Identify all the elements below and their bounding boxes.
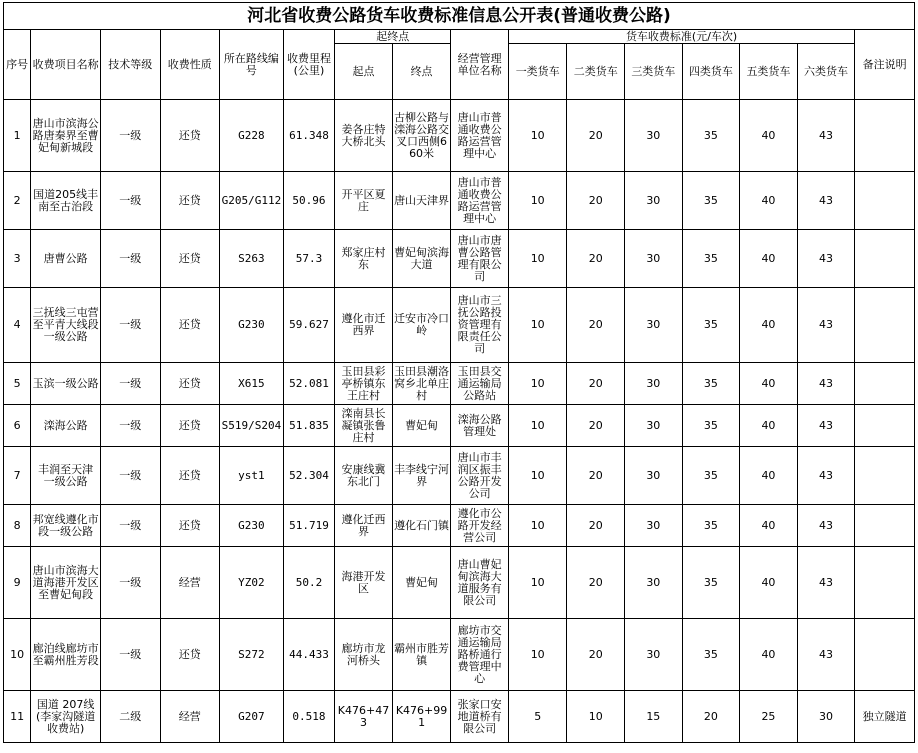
route-code-cell[interactable]: G228 xyxy=(220,100,284,172)
tech-level-cell[interactable]: 一级 xyxy=(100,230,160,288)
fee-class-3-cell[interactable]: 30 xyxy=(625,100,683,172)
project-cell[interactable]: 唐山市滨海公路唐秦界至曹妃甸新城段 xyxy=(31,100,101,172)
fee-class-3-cell[interactable]: 30 xyxy=(625,363,683,405)
end-cell[interactable]: 丰李线宁河界 xyxy=(392,447,451,505)
mileage-cell[interactable]: 44.433 xyxy=(283,619,335,691)
nature-cell[interactable]: 经营 xyxy=(160,691,220,743)
fee-class-3-cell[interactable]: 30 xyxy=(625,619,683,691)
remark-cell[interactable] xyxy=(855,363,915,405)
table-row xyxy=(4,363,915,405)
start-cell[interactable]: 玉田县彩亭桥镇东王庄村 xyxy=(335,363,393,405)
fee-class-1-cell[interactable]: 10 xyxy=(508,405,567,447)
fee-class-6-cell[interactable]: 43 xyxy=(797,619,855,691)
fee-class-5-cell[interactable]: 40 xyxy=(740,230,798,288)
end-cell[interactable]: 古柳公路与滦海公路交叉口西侧660米 xyxy=(392,100,451,172)
mileage-cell[interactable]: 52.304 xyxy=(283,447,335,505)
route-code-cell[interactable]: G230 xyxy=(220,505,284,547)
nature-cell[interactable]: 还贷 xyxy=(160,505,220,547)
end-cell[interactable]: K476+991 xyxy=(392,691,451,743)
fee-class-1-cell[interactable]: 10 xyxy=(508,447,567,505)
fee-class-6-cell[interactable]: 43 xyxy=(797,405,855,447)
fee-class-5-cell[interactable]: 40 xyxy=(740,547,798,619)
fee-class-1-cell[interactable]: 10 xyxy=(508,619,567,691)
nature-cell[interactable]: 还贷 xyxy=(160,230,220,288)
start-cell[interactable]: 海港开发区 xyxy=(335,547,393,619)
fee-class-2-cell[interactable]: 20 xyxy=(567,100,625,172)
fee-class-4-cell[interactable]: 35 xyxy=(682,619,740,691)
header-nature: 收费性质 xyxy=(160,30,220,100)
seq-cell[interactable]: 6 xyxy=(4,405,31,447)
table-row xyxy=(4,405,915,447)
fee-class-3-cell[interactable]: 15 xyxy=(625,691,683,743)
operator-cell[interactable]: 张家口安地道桥有限公司 xyxy=(451,691,509,743)
end-cell[interactable]: 遵化石门镇 xyxy=(392,505,451,547)
header-remark: 备注说明 xyxy=(855,30,915,100)
fee-class-4-cell[interactable]: 35 xyxy=(682,230,740,288)
mileage-cell[interactable]: 50.96 xyxy=(283,172,335,230)
table-row xyxy=(4,619,915,691)
fee-class-5-cell[interactable]: 40 xyxy=(740,100,798,172)
project-cell[interactable]: 三抚线三屯营至平青大线段一级公路 xyxy=(31,288,101,363)
start-cell[interactable]: 遵化迁西界 xyxy=(335,505,393,547)
mileage-cell[interactable]: 50.2 xyxy=(283,547,335,619)
operator-cell[interactable]: 廊坊市交通运输局路桥通行费管理中心 xyxy=(451,619,509,691)
header-fee-class-5: 五类货车 xyxy=(740,44,798,100)
fee-class-3-cell[interactable]: 30 xyxy=(625,288,683,363)
fee-class-4-cell[interactable]: 35 xyxy=(682,288,740,363)
project-cell[interactable]: 唐山市滨海大道海港开发区至曹妃甸段 xyxy=(31,547,101,619)
seq-cell[interactable]: 2 xyxy=(4,172,31,230)
tech-level-cell[interactable]: 一级 xyxy=(100,363,160,405)
remark-cell[interactable] xyxy=(855,505,915,547)
table-row xyxy=(4,691,915,743)
header-start: 起点 xyxy=(335,44,393,100)
fee-class-4-cell[interactable]: 35 xyxy=(682,547,740,619)
end-cell[interactable]: 霸州市胜芳镇 xyxy=(392,619,451,691)
start-cell[interactable]: 遵化市迁西界 xyxy=(335,288,393,363)
route-code-cell[interactable]: X615 xyxy=(220,363,284,405)
end-cell[interactable]: 曹妃甸 xyxy=(392,547,451,619)
project-cell[interactable]: 玉滨一级公路 xyxy=(31,363,101,405)
seq-cell[interactable]: 11 xyxy=(4,691,31,743)
header-route-code: 所在路线编号 xyxy=(220,30,284,100)
header-tech-level: 技术等级 xyxy=(100,30,160,100)
fee-class-5-cell[interactable]: 40 xyxy=(740,405,798,447)
fee-class-6-cell[interactable]: 43 xyxy=(797,100,855,172)
header-endpoints: 起终点 xyxy=(335,30,451,44)
nature-cell[interactable]: 还贷 xyxy=(160,447,220,505)
fee-class-5-cell[interactable]: 40 xyxy=(740,288,798,363)
route-code-cell[interactable]: S519/S204 xyxy=(220,405,284,447)
fee-class-1-cell[interactable]: 10 xyxy=(508,100,567,172)
tech-level-cell[interactable]: 一级 xyxy=(100,447,160,505)
seq-cell[interactable]: 10 xyxy=(4,619,31,691)
fee-class-6-cell[interactable]: 43 xyxy=(797,172,855,230)
tech-level-cell[interactable]: 一级 xyxy=(100,288,160,363)
nature-cell[interactable]: 还贷 xyxy=(160,405,220,447)
nature-cell[interactable]: 还贷 xyxy=(160,172,220,230)
start-cell[interactable]: 开平区夏庄 xyxy=(335,172,393,230)
route-code-cell[interactable]: G205/G112 xyxy=(220,172,284,230)
nature-cell[interactable]: 还贷 xyxy=(160,288,220,363)
operator-cell[interactable]: 唐山市三抚公路投资管理有限责任公司 xyxy=(451,288,509,363)
fee-class-1-cell[interactable]: 10 xyxy=(508,172,567,230)
header-fee-class-6: 六类货车 xyxy=(797,44,855,100)
fee-class-1-cell[interactable]: 10 xyxy=(508,547,567,619)
operator-cell[interactable]: 唐山市丰润区振丰公路开发公司 xyxy=(451,447,509,505)
fee-class-6-cell[interactable]: 43 xyxy=(797,505,855,547)
project-cell[interactable]: 国道205线丰南至古治段 xyxy=(31,172,101,230)
remark-cell[interactable] xyxy=(855,230,915,288)
header-end: 终点 xyxy=(392,44,451,100)
fee-class-5-cell[interactable]: 40 xyxy=(740,172,798,230)
fee-class-6-cell[interactable]: 30 xyxy=(797,691,855,743)
header-fee-class-4: 四类货车 xyxy=(682,44,740,100)
seq-cell[interactable]: 8 xyxy=(4,505,31,547)
fee-class-4-cell[interactable]: 35 xyxy=(682,100,740,172)
fee-class-1-cell[interactable]: 5 xyxy=(508,691,567,743)
nature-cell[interactable]: 还贷 xyxy=(160,100,220,172)
fee-class-4-cell[interactable]: 35 xyxy=(682,405,740,447)
fee-class-3-cell[interactable]: 30 xyxy=(625,547,683,619)
fee-class-6-cell[interactable]: 43 xyxy=(797,363,855,405)
fee-class-3-cell[interactable]: 30 xyxy=(625,172,683,230)
fee-class-2-cell[interactable]: 20 xyxy=(567,619,625,691)
fee-class-2-cell[interactable]: 20 xyxy=(567,447,625,505)
fee-class-4-cell[interactable]: 35 xyxy=(682,172,740,230)
seq-cell[interactable]: 9 xyxy=(4,547,31,619)
fee-class-6-cell[interactable]: 43 xyxy=(797,547,855,619)
project-cell[interactable]: 丰润至天津 一级公路 xyxy=(31,447,101,505)
fee-class-4-cell[interactable]: 35 xyxy=(682,447,740,505)
fee-class-2-cell[interactable]: 20 xyxy=(567,505,625,547)
remark-cell[interactable] xyxy=(855,547,915,619)
table-row xyxy=(4,100,915,172)
seq-cell[interactable]: 7 xyxy=(4,447,31,505)
end-cell[interactable]: 曹妃甸 xyxy=(392,405,451,447)
seq-cell[interactable]: 1 xyxy=(4,100,31,172)
fee-class-2-cell[interactable]: 20 xyxy=(567,405,625,447)
remark-cell[interactable] xyxy=(855,288,915,363)
start-cell[interactable]: 安康线冀东北门 xyxy=(335,447,393,505)
start-cell[interactable]: K476+473 xyxy=(335,691,393,743)
fee-class-1-cell[interactable]: 10 xyxy=(508,230,567,288)
operator-cell[interactable]: 唐山市普通收费公路运营管理中心 xyxy=(451,100,509,172)
toll-table xyxy=(3,2,915,743)
nature-cell[interactable]: 还贷 xyxy=(160,363,220,405)
route-code-cell[interactable]: S263 xyxy=(220,230,284,288)
header-fee-group: 货车收费标准(元/车次) xyxy=(508,30,854,44)
seq-cell[interactable]: 5 xyxy=(4,363,31,405)
route-code-cell[interactable]: G207 xyxy=(220,691,284,743)
remark-cell[interactable] xyxy=(855,447,915,505)
end-cell[interactable]: 唐山天津界 xyxy=(392,172,451,230)
start-cell[interactable]: 廊坊市龙河桥头 xyxy=(335,619,393,691)
project-cell[interactable]: 廊泊线廊坊市至霸州胜芳段 xyxy=(31,619,101,691)
fee-class-1-cell[interactable]: 10 xyxy=(508,288,567,363)
project-cell[interactable]: 邦宽线遵化市段一级公路 xyxy=(31,505,101,547)
end-cell[interactable]: 玉田县潮洛窝乡北单庄村 xyxy=(392,363,451,405)
operator-cell[interactable]: 唐山曹妃甸滨海大道服务有限公司 xyxy=(451,547,509,619)
start-cell[interactable]: 郑家庄村东 xyxy=(335,230,393,288)
remark-cell[interactable] xyxy=(855,405,915,447)
nature-cell[interactable]: 经营 xyxy=(160,547,220,619)
header-fee-class-1: 一类货车 xyxy=(508,44,567,100)
nature-cell[interactable]: 还贷 xyxy=(160,619,220,691)
fee-class-2-cell[interactable]: 20 xyxy=(567,172,625,230)
header-seq: 序号 xyxy=(4,30,31,100)
project-cell[interactable]: 国道 207线(李家沟隧道收费站) xyxy=(31,691,101,743)
project-cell[interactable]: 唐曹公路 xyxy=(31,230,101,288)
tech-level-cell[interactable]: 一级 xyxy=(100,172,160,230)
fee-class-2-cell[interactable]: 20 xyxy=(567,288,625,363)
remark-cell[interactable] xyxy=(855,172,915,230)
fee-class-2-cell[interactable]: 20 xyxy=(567,363,625,405)
operator-cell[interactable]: 滦海公路管理处 xyxy=(451,405,509,447)
table-row xyxy=(4,288,915,363)
mileage-cell[interactable]: 59.627 xyxy=(283,288,335,363)
route-code-cell[interactable]: YZ02 xyxy=(220,547,284,619)
fee-class-6-cell[interactable]: 43 xyxy=(797,230,855,288)
header-fee-class-2: 二类货车 xyxy=(567,44,625,100)
operator-cell[interactable]: 玉田县交通运输局公路站 xyxy=(451,363,509,405)
fee-class-3-cell[interactable]: 30 xyxy=(625,405,683,447)
fee-class-4-cell[interactable]: 20 xyxy=(682,691,740,743)
header-project: 收费项目名称 xyxy=(31,30,101,100)
route-code-cell[interactable]: G230 xyxy=(220,288,284,363)
table-row xyxy=(4,172,915,230)
tech-level-cell[interactable]: 一级 xyxy=(100,100,160,172)
table-row xyxy=(4,230,915,288)
fee-class-5-cell[interactable]: 40 xyxy=(740,619,798,691)
mileage-cell[interactable]: 0.518 xyxy=(283,691,335,743)
table-row xyxy=(4,447,915,505)
fee-class-3-cell[interactable]: 30 xyxy=(625,230,683,288)
fee-class-3-cell[interactable]: 30 xyxy=(625,447,683,505)
remark-cell[interactable] xyxy=(855,619,915,691)
mileage-cell[interactable]: 52.081 xyxy=(283,363,335,405)
operator-cell[interactable]: 唐山市普通收费公路运营管理中心 xyxy=(451,172,509,230)
route-code-cell[interactable]: S272 xyxy=(220,619,284,691)
fee-class-4-cell[interactable]: 35 xyxy=(682,363,740,405)
fee-class-5-cell[interactable]: 40 xyxy=(740,505,798,547)
fee-class-5-cell[interactable]: 25 xyxy=(740,691,798,743)
header-mileage: 收费里程(公里) xyxy=(283,30,335,100)
table-row xyxy=(4,505,915,547)
fee-class-2-cell[interactable]: 20 xyxy=(567,230,625,288)
mileage-cell[interactable]: 57.3 xyxy=(283,230,335,288)
end-cell[interactable]: 曹妃甸滨海大道 xyxy=(392,230,451,288)
fee-class-5-cell[interactable]: 40 xyxy=(740,447,798,505)
fee-class-2-cell[interactable]: 10 xyxy=(567,691,625,743)
operator-cell[interactable]: 遵化市公路开发经营公司 xyxy=(451,505,509,547)
tech-level-cell[interactable]: 一级 xyxy=(100,505,160,547)
tech-level-cell[interactable]: 二级 xyxy=(100,691,160,743)
header-operator: 经营管理单位名称 xyxy=(451,30,509,100)
operator-cell[interactable]: 唐山市唐曹公路管理有限公司 xyxy=(451,230,509,288)
fee-class-6-cell[interactable]: 43 xyxy=(797,447,855,505)
mileage-cell[interactable]: 51.835 xyxy=(283,405,335,447)
fee-class-1-cell[interactable]: 10 xyxy=(508,505,567,547)
fee-class-5-cell[interactable]: 40 xyxy=(740,363,798,405)
start-cell[interactable]: 滦南县长凝镇张鲁庄村 xyxy=(335,405,393,447)
tech-level-cell[interactable]: 一级 xyxy=(100,547,160,619)
fee-class-4-cell[interactable]: 35 xyxy=(682,505,740,547)
fee-class-1-cell[interactable]: 10 xyxy=(508,363,567,405)
remark-cell[interactable]: 独立隧道 xyxy=(855,691,915,743)
route-code-cell[interactable]: yst1 xyxy=(220,447,284,505)
header-fee-class-3: 三类货车 xyxy=(625,44,683,100)
seq-cell[interactable]: 4 xyxy=(4,288,31,363)
mileage-cell[interactable]: 51.719 xyxy=(283,505,335,547)
table-title: 河北省收费公路货车收费标准信息公开表(普通收费公路) xyxy=(4,3,915,30)
table-row xyxy=(4,547,915,619)
tech-level-cell[interactable]: 一级 xyxy=(100,619,160,691)
seq-cell[interactable]: 3 xyxy=(4,230,31,288)
fee-class-6-cell[interactable]: 43 xyxy=(797,288,855,363)
start-cell[interactable]: 姜各庄特大桥北头 xyxy=(335,100,393,172)
fee-class-2-cell[interactable]: 20 xyxy=(567,547,625,619)
end-cell[interactable]: 迁安市冷口岭 xyxy=(392,288,451,363)
fee-class-3-cell[interactable]: 30 xyxy=(625,505,683,547)
tech-level-cell[interactable]: 一级 xyxy=(100,405,160,447)
mileage-cell[interactable]: 61.348 xyxy=(283,100,335,172)
remark-cell[interactable] xyxy=(855,100,915,172)
project-cell[interactable]: 滦海公路 xyxy=(31,405,101,447)
